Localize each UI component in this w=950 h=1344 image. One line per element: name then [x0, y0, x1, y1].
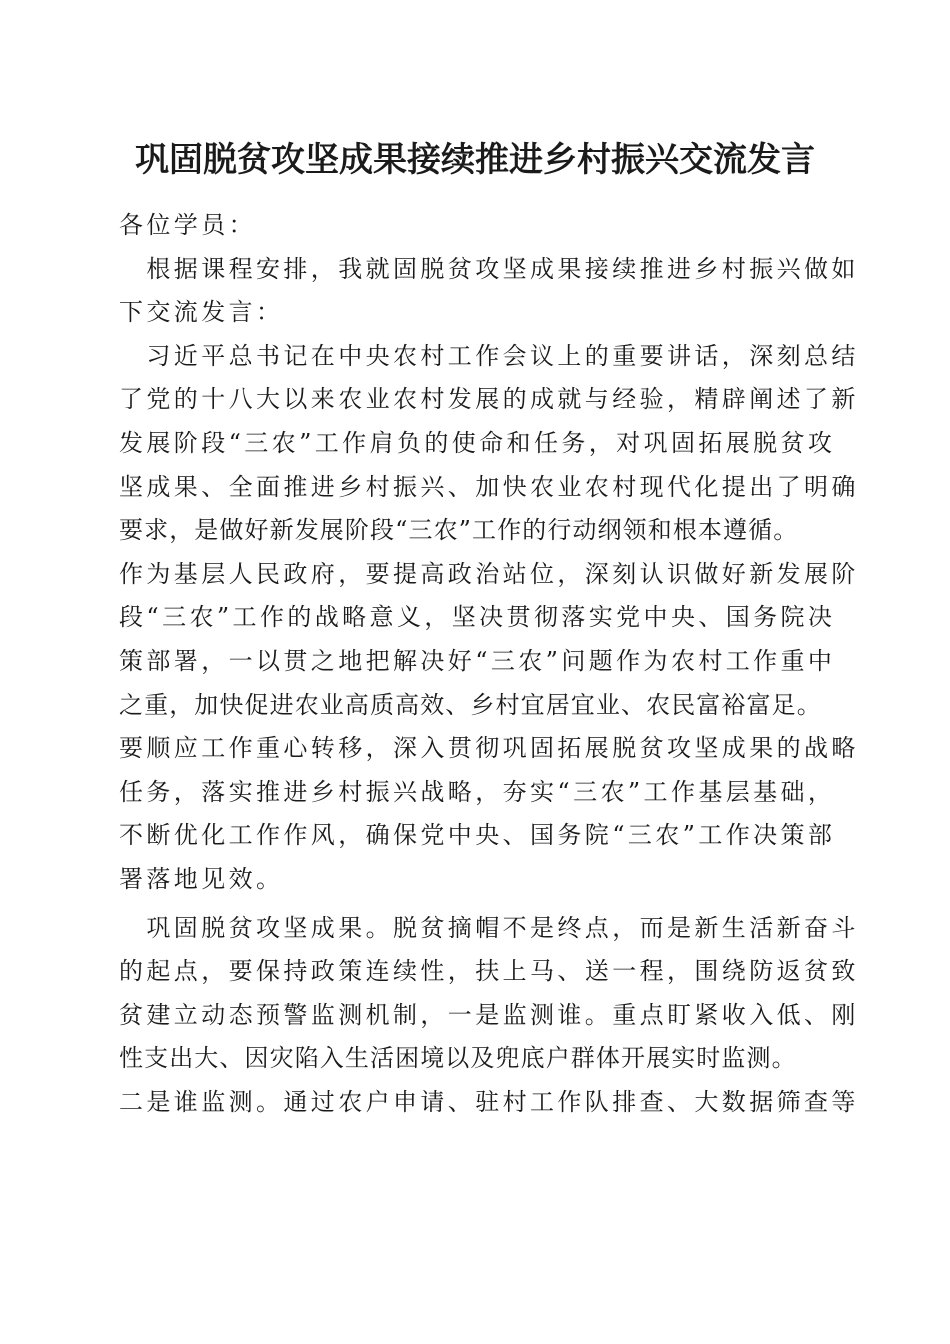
text-line: 段“三农”工作的战略意义，坚决贯彻落实党中央、国务院决 [119, 603, 836, 632]
text-line: 贫建立动态预警监测机制，一是监测谁。重点盯紧收入低、刚 [119, 1000, 859, 1029]
text-line: 了党的十八大以来农业农村发展的成就与经验，精辟阐述了新 [119, 385, 859, 414]
text-line: 二是谁监测。通过农户申请、驻村工作队排查、大数据筛查等 [119, 1087, 859, 1116]
salutation: 各位学员： [119, 211, 256, 239]
text-line: 要顺应工作重心转移，深入贯彻巩固拓展脱贫攻坚成果的战略 [119, 734, 859, 763]
text-line: 策部署，一以贯之地把解决好“三农”问题作为农村工作重中 [119, 646, 836, 675]
text-line: 巩固脱贫攻坚成果。脱贫摘帽不是终点，而是新生活新奋斗 [119, 913, 859, 942]
document-body [119, 204, 859, 1124]
text-line: 坚成果、全面推进乡村振兴、加快农业农村现代化提出了明确 [119, 472, 859, 501]
text-line: 习近平总书记在中央农村工作会议上的重要讲话，深刻总结 [119, 341, 859, 370]
text-line: 作为基层人民政府，要提高政治站位，深刻认识做好新发展阶 [119, 559, 859, 588]
text-line: 性支出大、因灾陷入生活困境以及兜底户群体开展实时监测。 [119, 1044, 797, 1073]
document-title: 巩固脱贫攻坚成果接续推进乡村振兴交流发言 [135, 140, 815, 180]
text-line: 不断优化工作作风，确保党中央、国务院“三农”工作决策部 [119, 821, 836, 850]
text-line: 下交流发言： [119, 298, 284, 327]
text-line: 之重，加快促进农业高质高效、乡村宜居宜业、农民富裕富足。 [119, 690, 822, 719]
text-line: 要求，是做好新发展阶段“三农”工作的行动纲领和根本遵循。 [119, 516, 799, 545]
text-line: 根据课程安排，我就固脱贫攻坚成果接续推进乡村振兴做如 [119, 254, 859, 283]
text-line: 的起点，要保持政策连续性，扶上马、送一程，围绕防返贫致 [119, 957, 859, 986]
text-line: 署落地见效。 [119, 864, 284, 893]
text-line: 发展阶段“三农”工作肩负的使命和任务，对巩固拓展脱贫攻 [119, 428, 836, 457]
text-line: 任务，落实推进乡村振兴战略，夯实“三农”工作基层基础， [119, 777, 836, 806]
